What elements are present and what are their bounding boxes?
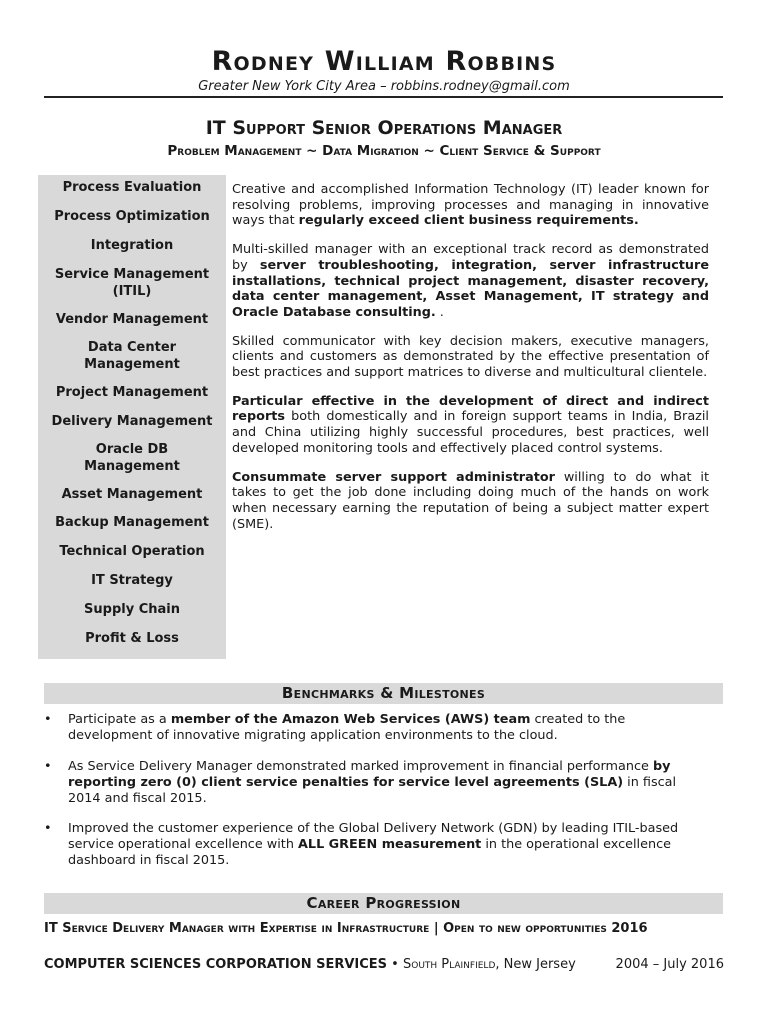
skill-item: Process Optimization <box>54 209 210 224</box>
benchmark-item: • As Service Delivery Manager demonstrated marked improvement in financial performance by reporting zero (0) client service penalties for service level agreements (SLA) in fiscal 2014 and fiscal 2015. <box>44 759 677 806</box>
employment-dates: 2004 – July 2016 <box>615 957 724 972</box>
skill-item: Service Management (ITIL) <box>54 267 210 299</box>
contact-line: Greater New York City Area – robbins.rodney@gmail.com <box>198 79 570 94</box>
skill-item: Backup Management <box>55 515 209 530</box>
summary-paragraph: Consummate server support administrator willing to do what it takes to get the job done including doing much of the hands on work when necessary earning the reputation of being a subject matter expert (SME). <box>232 469 709 532</box>
skill-item: Supply Chain <box>84 602 180 617</box>
skill-item: Data Center Management <box>84 340 180 372</box>
summary-paragraph: Creative and accomplished Information Technology (IT) leader known for resolving problems, improving processes and managing in innovative ways that regularly exceed client business requirements. <box>232 182 709 229</box>
career-heading: Career Progression <box>44 893 723 914</box>
skill-item: Technical Operation <box>59 544 205 559</box>
summary-paragraph: Multi-skilled manager with an exceptional track record as demonstrated by server troubleshooting, integration, server infrastructure installations, technical project management, disaster recovery, data center management, Asset Management, IT strategy and Oracle Database consulting. . <box>232 242 709 320</box>
bullet-icon: • <box>44 759 52 774</box>
headline-subtitle: Problem Management ~ Data Migration ~ Client Service & Support <box>167 143 601 159</box>
skill-item: Delivery Management <box>51 414 213 429</box>
bullet-icon: • <box>44 712 52 727</box>
benchmarks-heading: Benchmarks & Milestones <box>44 683 723 704</box>
separator-dot: • <box>387 957 403 972</box>
headline-title: IT Support Senior Operations Manager <box>205 117 563 139</box>
skill-item: Process Evaluation <box>62 180 202 195</box>
skill-item: Asset Management <box>61 487 203 502</box>
summary-paragraph: Skilled communicator with key decision makers, executive managers, clients and customers as demonstrated by the effective presentation of best practices and support matrices to diverse and multicultural clientele. <box>232 333 709 381</box>
candidate-name: Rodney William Robbins <box>211 46 557 77</box>
skill-item: Integration <box>90 238 174 253</box>
skill-item: Project Management <box>55 385 209 400</box>
location-state: , New Jersey <box>495 957 576 972</box>
job-title: IT Service Delivery Manager with Expertise in Infrastructure | Open to new opportunities 2016 <box>44 921 648 936</box>
company-name: COMPUTER SCIENCES CORPORATION SERVICES <box>44 957 388 972</box>
summary-paragraph: Particular effective in the development of direct and indirect reports both domestically and in foreign support teams in India, Brazil and China utilizing highly successful procedures, best practices, well developed monitoring tools and effectively placed control systems. <box>232 393 709 456</box>
skill-item: Vendor Management <box>55 312 209 327</box>
header-divider <box>44 96 723 98</box>
skill-item: IT Strategy <box>91 573 173 588</box>
skills-sidebar <box>38 175 226 659</box>
skill-item: Profit & Loss <box>85 631 179 646</box>
benchmark-item: • Improved the customer experience of the Global Delivery Network (GDN) by leading ITIL-based service operational excellence with ALL GREEN measurement in the operational excellence dashboard in fiscal 2015. <box>44 821 679 868</box>
benchmark-item: • Participate as a member of the Amazon Web Services (AWS) team created to the development of innovative migrating application environments to the cloud. <box>44 712 626 743</box>
employer-line <box>44 957 724 972</box>
location-city: South Plainfield <box>402 957 496 972</box>
bullet-icon: • <box>44 821 52 836</box>
summary-section <box>232 182 709 545</box>
skill-item: Oracle DB Management <box>84 442 180 474</box>
